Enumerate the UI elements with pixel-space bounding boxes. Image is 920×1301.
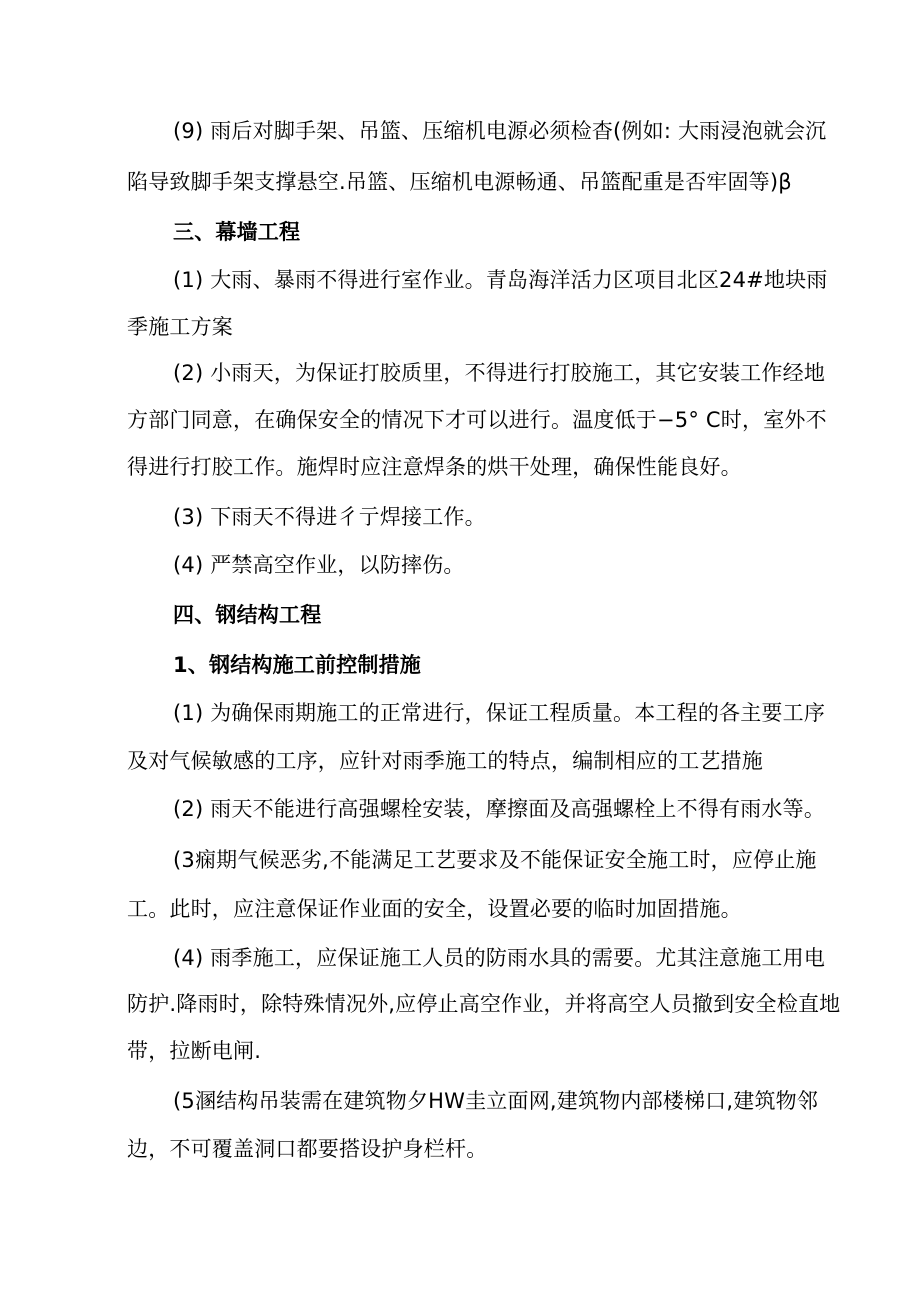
steel-item-5-line-2: 边，不可覆盖洞口都要搭设护身栏杆。: [127, 1137, 488, 1161]
section-heading-steel-structure: 四、钢结构工程: [173, 603, 322, 627]
curtain-wall-item-4: (4) 严禁高空作业，以防摔伤。: [173, 553, 465, 577]
curtain-wall-item-1-line-2: 季施工方案: [127, 315, 233, 339]
steel-item-4-line-3: 带，拉断电闸.: [127, 1039, 262, 1063]
steel-item-2: (2) 雨天不能进行高强螺栓安装，摩擦面及高强螺栓上不得有雨水等。: [173, 797, 826, 821]
steel-item-1-line-2: 及对气候敏感的工序，应针对雨季施工的特点，编制相应的工艺措施: [127, 749, 763, 773]
steel-item-3-line-1: (3痫期气候恶劣,不能满足工艺要求及不能保证安全施工时，应停止施: [173, 848, 817, 872]
curtain-wall-item-2-line-3: 得进行打胶工作。施焊时应注意焊条的烘干处理，确保性能良好。: [127, 455, 742, 479]
curtain-wall-item-3: (3) 下雨天不得进彳亍焊接工作。: [173, 505, 486, 529]
steel-item-4-line-2: 防护.降雨时，除特殊情况外,应停止高空作业，并将高空人员撤到安全检直地: [127, 992, 841, 1016]
curtain-wall-item-1-line-1: (1) 大雨、暴雨不得进行室作业。青岛海洋活力区项目北区24#地块雨: [173, 268, 828, 292]
paragraph-9-line-1: (9) 雨后对脚手架、吊篮、压缩机电源必须检杳(例如: 大雨浸泡就会沉: [173, 119, 827, 143]
steel-item-5-line-1: (5溷结构吊装需在建筑物夕HW圭立面网,建筑物内部楼梯口,建筑物邻: [173, 1089, 819, 1113]
curtain-wall-item-2-line-1: (2) 小雨天，为保证打胶质里，不得进行打胶施工，其它安装工作经地: [173, 361, 826, 385]
paragraph-9-line-2: 陷导致脚手架支撑悬空.吊篮、压缩机电源畅通、吊篮配重是否牢固等)β: [127, 170, 792, 194]
steel-item-4-line-1: (4) 雨季施工，应保证施工人员的防雨水具的需要。尤其注意施工用电: [173, 946, 826, 970]
section-heading-curtain-wall: 三、幕墙工程: [173, 220, 301, 244]
subsection-heading-pre-construction-measures: 1、钢结构施工前控制措施: [173, 653, 422, 677]
curtain-wall-item-2-line-2: 方部门同意，在确保安全的情况下才可以进行。温度低于−5° C时，室外不: [127, 408, 827, 432]
steel-item-1-line-1: (1) 为确保雨期施工的正常进行，保证工程质量。本工程的各主要工序: [173, 701, 826, 725]
steel-item-3-line-2: 工。此时，应注意保证作业面的安全，设置必要的临时加固措施。: [127, 897, 742, 921]
